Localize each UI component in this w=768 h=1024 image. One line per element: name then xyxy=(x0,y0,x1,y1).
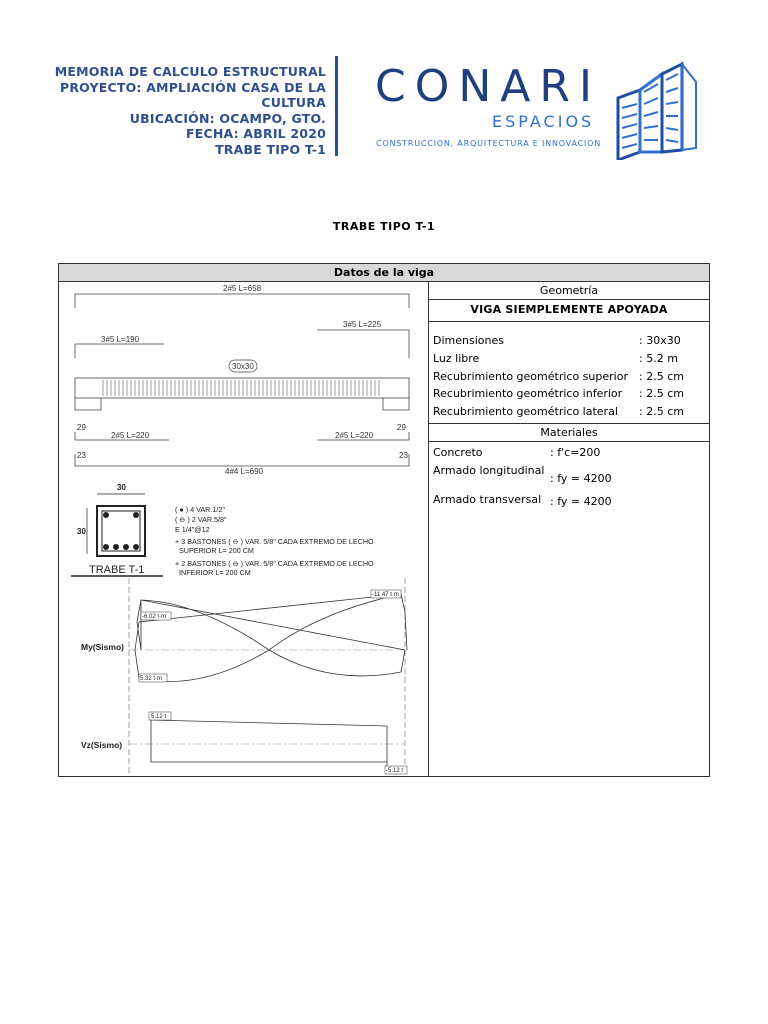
top-bar-label: 2#5 L=658 xyxy=(223,284,262,293)
table-header: Datos de la viga xyxy=(59,264,709,282)
left-top-bar-line xyxy=(75,344,164,358)
header-line: PROYECTO: AMPLIACIÓN CASA DE LA xyxy=(59,79,326,95)
moment-value-left-bottom: 5.32 t·m xyxy=(140,676,163,682)
legend-line: ( ⊖ ) 2 VAR.5/8" xyxy=(175,515,227,524)
material-label: Armado longitudinal xyxy=(433,464,545,477)
section-width-label: 30 xyxy=(117,483,126,492)
header-line: CULTURA xyxy=(261,95,326,110)
building-icon xyxy=(610,60,700,160)
moment-value-right: -11.47 t·m xyxy=(372,592,399,598)
beam-type-title: VIGA SIEMPLEMENTE APOYADA xyxy=(429,300,709,322)
top-bar-line xyxy=(75,294,409,308)
company-logo xyxy=(370,60,700,160)
legend-line: + 2 BASTONES ( ⊖ ) VAR. 5/8" CADA EXTREMO DE LECHO xyxy=(175,559,374,568)
right-top-number: 29 xyxy=(397,423,406,432)
section-name: TRABE T-1 xyxy=(89,564,145,576)
geometry-rows xyxy=(429,322,709,424)
rebar-legend xyxy=(175,505,374,577)
geometry-value: : 2.5 cm xyxy=(639,369,684,383)
shear-label: Vz(Sismo) xyxy=(81,740,123,750)
geometry-row xyxy=(429,368,709,386)
moment-label: My(Sismo) xyxy=(81,642,124,652)
geometry-value: : 30x30 xyxy=(639,334,681,347)
left-bottom-bar-label: 2#5 L=220 xyxy=(111,431,150,440)
stirrups xyxy=(103,380,379,396)
materials-rows xyxy=(429,442,709,511)
left-support xyxy=(75,398,101,410)
material-row xyxy=(429,464,709,493)
legend-line: ( ● ) 4 VAR.1/2" xyxy=(175,505,225,514)
document-title: TRABE TIPO T-1 xyxy=(332,220,436,233)
logo-subtitle: ESPACIOS xyxy=(492,112,595,131)
geometry-value: : 5.2 m xyxy=(639,351,678,365)
material-value: : f'c=200 xyxy=(550,446,601,459)
shear-value-left: 5.12 t xyxy=(151,714,167,720)
geometry-header: Geometría xyxy=(429,282,709,300)
legend-line: E 1/4"@12 xyxy=(175,525,210,534)
right-bottom-number: 23 xyxy=(399,451,408,460)
geometry-label: Dimensiones xyxy=(433,334,504,347)
geometry-label: Recubrimiento geométrico lateral xyxy=(433,405,618,419)
cross-section xyxy=(71,483,163,576)
right-top-bar-line xyxy=(317,330,409,358)
logo-tagline: CONSTRUCCION, ARQUITECTURA E INNOVACION xyxy=(376,139,602,148)
header-block xyxy=(26,64,326,157)
section-height-label: 30 xyxy=(77,527,86,536)
geometry-row xyxy=(429,385,709,403)
legend-line: + 3 BASTONES ( ⊖ ) VAR. 5/8" CADA EXTREMO DE LECHO xyxy=(175,537,374,546)
geometry-row xyxy=(429,332,709,350)
beam-properties xyxy=(429,282,709,776)
bottom-bar-label: 4#4 L=690 xyxy=(225,467,264,476)
geometry-value: : 2.5 cm xyxy=(639,387,684,401)
material-value: : fy = 4200 xyxy=(550,495,612,508)
moment-value-left-top: -6.02 t·m xyxy=(142,614,167,620)
moment-diagram xyxy=(129,578,407,776)
right-bottom-bar-label: 2#5 L=220 xyxy=(335,431,374,440)
material-value: : fy = 4200 xyxy=(550,471,612,485)
logo-word: CONARI xyxy=(375,61,601,112)
legend-line: INFERIOR L= 200 CM xyxy=(179,568,251,577)
section-callout-label: 30x30 xyxy=(232,362,254,371)
left-top-number: 29 xyxy=(77,423,86,432)
geometry-row xyxy=(429,403,709,421)
header-line: FECHA: ABRIL 2020 xyxy=(186,126,326,141)
shear-value-right: -5.12 t xyxy=(386,768,404,774)
header-line: UBICACIÓN: OCAMPO, GTO. xyxy=(129,110,326,126)
beam-data-table xyxy=(58,263,710,777)
left-top-bar-label: 3#5 L=190 xyxy=(101,335,140,344)
geometry-value: : 2.5 cm xyxy=(639,405,684,419)
geometry-row xyxy=(429,350,709,368)
materials-header: Materiales xyxy=(429,424,709,442)
geometry-label: Recubrimiento geométrico superior xyxy=(433,369,628,383)
geometry-label: Luz libre xyxy=(433,351,480,365)
material-row xyxy=(429,493,709,511)
header-line: TRABE TIPO T-1 xyxy=(215,141,326,157)
material-label: Armado transversal xyxy=(433,493,542,506)
geometry-label: Recubrimiento geométrico inferior xyxy=(433,387,623,401)
right-top-bar-label: 3#5 L=225 xyxy=(343,320,382,329)
beam-drawing xyxy=(59,282,428,776)
drawing-cell xyxy=(59,282,429,776)
left-bottom-number: 23 xyxy=(77,451,86,460)
shear-diagram xyxy=(129,720,405,768)
right-support xyxy=(383,398,409,410)
bottom-bar-line xyxy=(75,454,409,466)
legend-line: SUPERIOR L= 200 CM xyxy=(179,546,254,555)
header-divider xyxy=(335,56,338,156)
material-row xyxy=(429,446,709,464)
header-line: MEMORIA DE CALCULO ESTRUCTURAL xyxy=(54,64,326,79)
material-label: Concreto xyxy=(433,446,483,459)
